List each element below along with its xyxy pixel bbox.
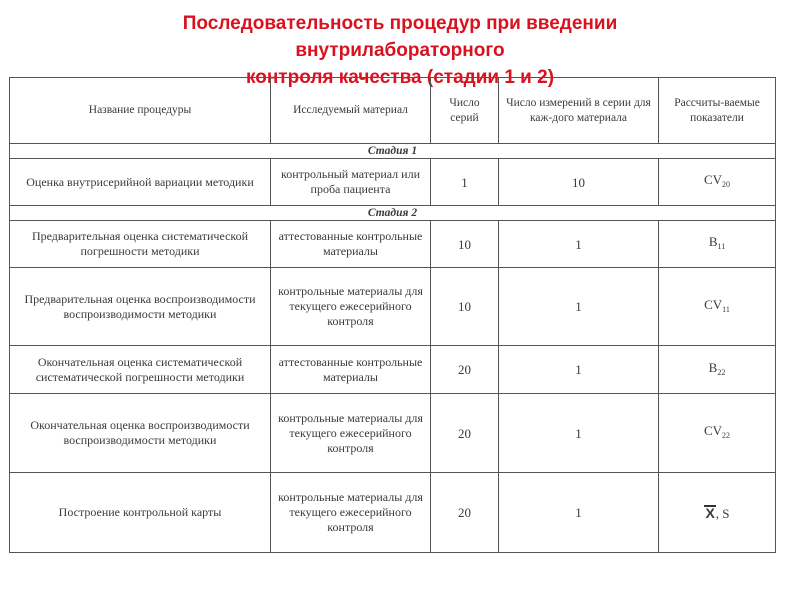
procedure-cell: Окончательная оценка систематической систематической погрешности методики <box>10 346 271 394</box>
measurements-cell: 1 <box>499 394 659 473</box>
procedure-cell: Предварительная оценка систематической погрешности методики <box>10 221 271 268</box>
measurements-cell: 1 <box>499 268 659 346</box>
material-cell: аттестованные контрольные материалы <box>271 221 431 268</box>
indicator-subscript: 11 <box>717 242 726 251</box>
procedures-table <box>9 77 776 553</box>
indicator-cell <box>659 473 776 553</box>
indicator-symbol: B <box>708 359 718 375</box>
stage-1-row <box>10 144 776 159</box>
table-row <box>10 159 776 206</box>
table-header-row <box>10 78 776 144</box>
indicator-rest: , S <box>715 505 730 521</box>
title-line-2: внутрилабораторного <box>295 40 505 61</box>
header-series: Число серий <box>431 78 499 144</box>
indicator-symbol: CV <box>703 172 723 187</box>
table-row <box>10 394 776 473</box>
indicator-cell <box>659 346 776 394</box>
stage-2-row <box>10 206 776 221</box>
measurements-cell: 1 <box>499 473 659 553</box>
procedures-table-container <box>9 77 775 553</box>
procedure-cell: Предварительная оценка воспроизводимости воспроизводимости методики <box>10 268 271 346</box>
indicator-symbol: CV <box>704 296 723 312</box>
indicator-subscript: 20 <box>722 180 731 189</box>
material-cell: контрольные материалы для текущего ежесерийного контроля <box>271 268 431 346</box>
header-indicators: Рассчиты-ваемые показатели <box>659 78 776 144</box>
material-cell: контрольный материал или проба пациента <box>271 159 431 206</box>
series-cell: 20 <box>431 346 499 394</box>
procedure-cell: Окончательная оценка воспроизводимости воспроизводимости методики <box>10 394 271 473</box>
series-cell: 10 <box>431 268 499 346</box>
measurements-cell: 1 <box>499 346 659 394</box>
indicator-subscript: 22 <box>717 367 726 377</box>
xbar-symbol: X <box>705 504 715 521</box>
indicator-cell <box>659 394 776 473</box>
series-cell: 20 <box>431 394 499 473</box>
material-cell: контрольные материалы для текущего ежесерийного контроля <box>271 473 431 553</box>
indicator-cell <box>659 221 776 268</box>
procedure-cell: Оценка внутрисерийной вариации методики <box>10 159 271 206</box>
indicator-cell <box>659 268 776 346</box>
procedure-cell: Построение контрольной карты <box>10 473 271 553</box>
material-cell: аттестованные контрольные материалы <box>271 346 431 394</box>
table-row <box>10 268 776 346</box>
indicator-cell <box>659 159 776 206</box>
table-row <box>10 221 776 268</box>
series-cell: 20 <box>431 473 499 553</box>
header-material: Исследуемый материал <box>271 78 431 144</box>
stage-1-label: Стадия 1 <box>10 144 776 159</box>
indicator-symbol: CV <box>703 423 723 438</box>
stage-2-label: Стадия 2 <box>10 206 776 221</box>
series-cell: 10 <box>431 221 499 268</box>
material-cell: контрольные материалы для текущего ежесерийного контроля <box>271 394 431 473</box>
title-line-1: Последовательность процедур при введении <box>182 13 618 34</box>
table-row <box>10 346 776 394</box>
table-row <box>10 473 776 553</box>
indicator-symbol: B <box>708 234 718 249</box>
indicator-subscript: 11 <box>722 304 730 314</box>
series-cell: 1 <box>431 159 499 206</box>
header-procedure: Название процедуры <box>10 78 271 144</box>
measurements-cell: 1 <box>499 221 659 268</box>
header-measurements: Число измерений в серии для каж-дого материала <box>499 78 659 144</box>
indicator-subscript: 22 <box>722 431 731 440</box>
title-line-3: контроля качества (стадии 1 и 2) <box>245 67 555 88</box>
measurements-cell: 10 <box>499 159 659 206</box>
